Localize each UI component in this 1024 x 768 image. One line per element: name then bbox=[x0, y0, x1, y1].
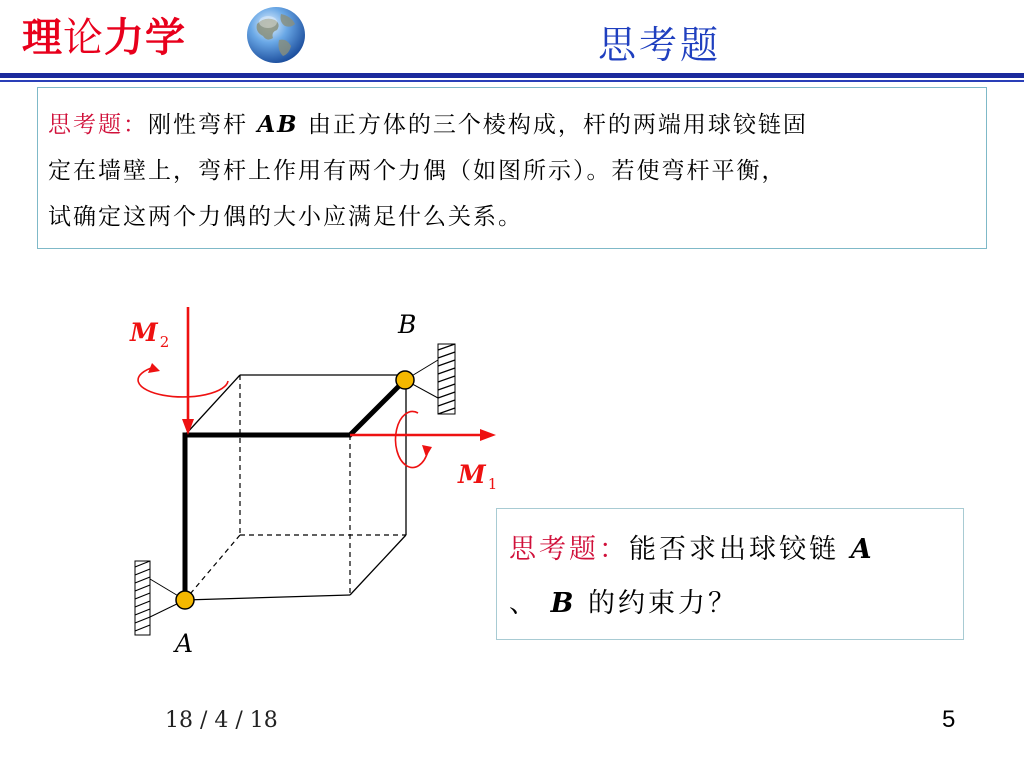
hinge-b bbox=[396, 371, 414, 389]
hinge-a bbox=[176, 591, 194, 609]
aside-text-b: 、 bbox=[509, 588, 551, 619]
bent-rod bbox=[185, 380, 405, 600]
label-m2: M $_2$ bbox=[130, 318, 170, 351]
aside-question-box bbox=[496, 508, 964, 640]
aside-label: 思考题： bbox=[509, 534, 629, 565]
question-box bbox=[37, 87, 987, 249]
header-divider-thin bbox=[0, 80, 1024, 82]
aside-italic-a: A bbox=[850, 534, 875, 565]
page-title: 思考题 bbox=[598, 23, 722, 67]
aside-text-c: 的约束力？ bbox=[576, 588, 739, 619]
logo-char-2: 论 bbox=[63, 15, 104, 61]
aside-line-1 bbox=[509, 523, 953, 577]
globe-icon bbox=[243, 4, 309, 66]
question-line-2: 定在墙壁上，弯杆上作用有两个力偶（如图所示）。若使弯杆平衡， bbox=[48, 158, 787, 184]
question-line-1 bbox=[48, 102, 976, 148]
label-b: B bbox=[398, 310, 417, 339]
question-line-3: 试确定这两个力偶的大小应满足什么关系。 bbox=[48, 204, 523, 230]
header-divider bbox=[0, 73, 1024, 78]
logo-char-1: 理 bbox=[22, 15, 63, 61]
question-text-1b: 由正方体的三个棱构成，杆的两端用球铰链固 bbox=[298, 112, 808, 138]
aside-italic-b: B bbox=[550, 588, 577, 619]
question-text-1a: 刚性弯杆 bbox=[148, 112, 258, 138]
question-italic-ab: AB bbox=[257, 111, 299, 138]
footer-date: 18 / 4 / 18 bbox=[165, 708, 278, 733]
question-label: 思考题： bbox=[48, 112, 148, 138]
aside-text-a: 能否求出球铰链 bbox=[629, 534, 851, 565]
label-m1: M $_1$ bbox=[458, 460, 498, 493]
slide-header bbox=[0, 0, 1024, 80]
course-logo-text bbox=[22, 6, 186, 63]
aside-line-2 bbox=[509, 577, 953, 631]
slide-number: 5 bbox=[942, 706, 956, 733]
logo-char-3: 力学 bbox=[104, 15, 186, 61]
label-a: A bbox=[175, 629, 194, 658]
bent-rod-diagram bbox=[100, 295, 520, 675]
